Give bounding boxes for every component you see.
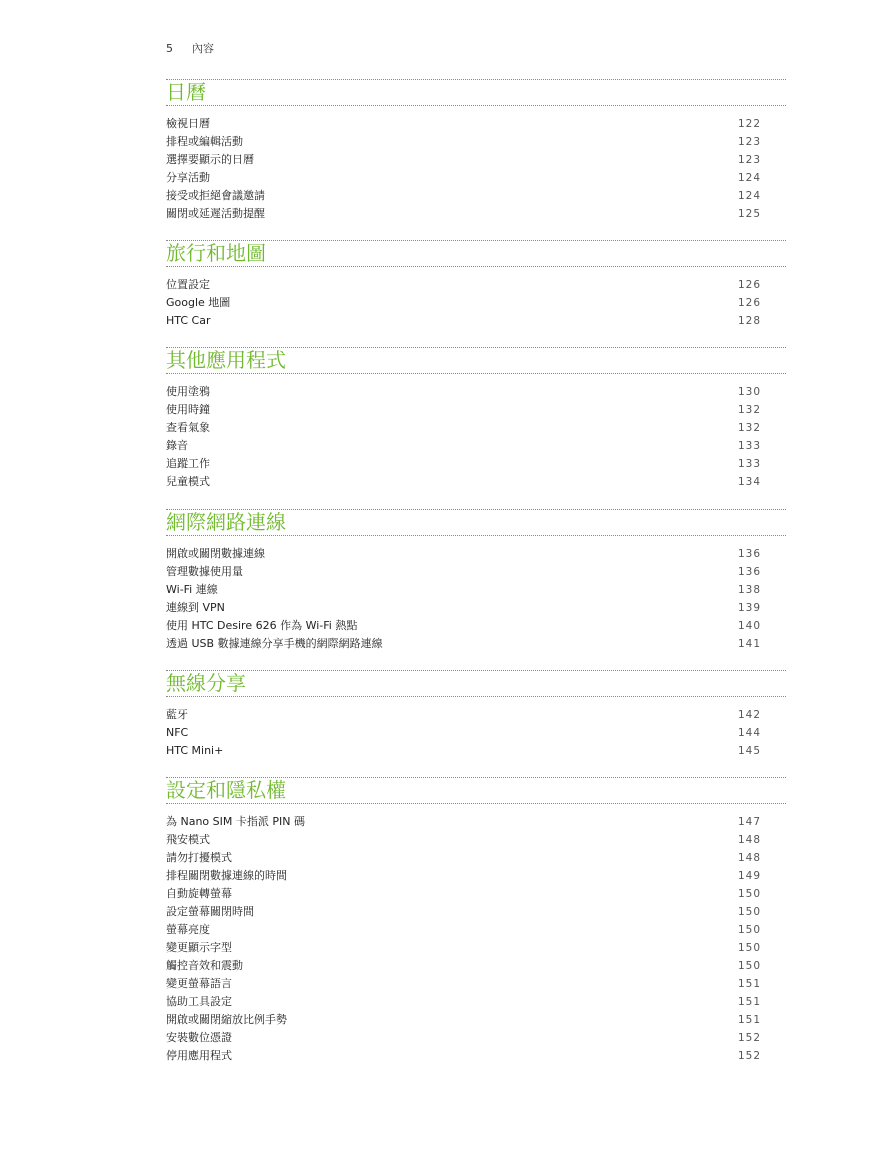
toc-entry[interactable] xyxy=(166,921,786,939)
toc-entry[interactable] xyxy=(166,419,786,437)
toc-entry-page: 138 xyxy=(737,584,761,596)
toc-entry-label: 停用應用程式 xyxy=(166,1049,232,1062)
toc-entry-page: 125 xyxy=(737,208,761,220)
section-heading[interactable]: 其他應用程式 xyxy=(166,347,786,374)
toc-entry-page: 139 xyxy=(737,602,761,614)
toc-entry[interactable] xyxy=(166,294,786,312)
toc-entry[interactable] xyxy=(166,1047,786,1065)
toc-entry-label: 追蹤工作 xyxy=(166,457,210,470)
toc-section xyxy=(166,670,786,760)
section-heading[interactable]: 旅行和地圖 xyxy=(166,240,786,267)
toc-entry-page: 150 xyxy=(737,942,761,954)
toc-entry-page: 133 xyxy=(737,458,761,470)
toc-entry[interactable] xyxy=(166,975,786,993)
toc-entry[interactable] xyxy=(166,401,786,419)
toc-entry[interactable] xyxy=(166,617,786,635)
toc-entry-label: HTC Mini+ xyxy=(166,744,224,757)
toc-entry-label: Wi-Fi 連線 xyxy=(166,583,218,596)
toc-entry-label: 自動旋轉螢幕 xyxy=(166,887,232,900)
toc-entry-label: 錄音 xyxy=(166,439,188,452)
toc-entry-label: 檢視日曆 xyxy=(166,117,210,130)
toc-entry-page: 150 xyxy=(737,960,761,972)
toc-entry-page: 144 xyxy=(737,727,761,739)
toc-entry-page: 151 xyxy=(737,996,761,1008)
toc-entry-label: 設定螢幕關閉時間 xyxy=(166,905,254,918)
toc-entry[interactable] xyxy=(166,563,786,581)
toc-entry-page: 124 xyxy=(737,172,761,184)
toc-entry-page: 122 xyxy=(737,118,761,130)
toc-entry-label: 連線到 VPN xyxy=(166,601,225,614)
toc-entry-page: 148 xyxy=(737,852,761,864)
toc-entry-page: 142 xyxy=(737,709,761,721)
section-heading[interactable]: 設定和隱私權 xyxy=(166,777,786,804)
toc-entry[interactable] xyxy=(166,742,786,760)
toc-entry-label: 選擇要顯示的日曆 xyxy=(166,153,254,166)
page-header xyxy=(166,40,214,56)
toc-entry[interactable] xyxy=(166,885,786,903)
toc-entry-page: 151 xyxy=(737,1014,761,1026)
toc-entry-label: 螢幕亮度 xyxy=(166,923,210,936)
toc-entry-label: 協助工具設定 xyxy=(166,995,232,1008)
toc-entry[interactable] xyxy=(166,724,786,742)
toc-entry-label: 管理數據使用量 xyxy=(166,565,243,578)
entry-list xyxy=(166,813,786,1065)
toc-entry-page: 130 xyxy=(737,386,761,398)
toc-entry[interactable] xyxy=(166,312,786,330)
toc-entry-label: 關閉或延遲活動提醒 xyxy=(166,207,265,220)
toc-entry-page: 128 xyxy=(737,315,761,327)
toc-entry[interactable] xyxy=(166,151,786,169)
toc-section xyxy=(166,509,786,653)
toc-entry-label: 分享活動 xyxy=(166,171,210,184)
toc-entry-label: HTC Car xyxy=(166,314,211,327)
toc-entry[interactable] xyxy=(166,1029,786,1047)
toc-entry-page: 133 xyxy=(737,440,761,452)
toc-entry-label: 兒童模式 xyxy=(166,475,210,488)
toc-entry-page: 126 xyxy=(737,279,761,291)
toc-entry[interactable] xyxy=(166,957,786,975)
toc-entry-page: 136 xyxy=(737,548,761,560)
toc-entry-label: 為 Nano SIM 卡指派 PIN 碼 xyxy=(166,815,305,828)
toc-entry-label: 變更螢幕語言 xyxy=(166,977,232,990)
toc-entry[interactable] xyxy=(166,545,786,563)
toc-entry-page: 132 xyxy=(737,422,761,434)
toc-section xyxy=(166,240,786,330)
toc-entry[interactable] xyxy=(166,205,786,223)
entry-list xyxy=(166,115,786,223)
toc-entry-page: 145 xyxy=(737,745,761,757)
toc-entry[interactable] xyxy=(166,993,786,1011)
toc-entry-label: 使用 HTC Desire 626 作為 Wi-Fi 熱點 xyxy=(166,619,358,632)
toc-entry-page: 124 xyxy=(737,190,761,202)
toc-entry-label: 飛安模式 xyxy=(166,833,210,846)
toc-entry-page: 148 xyxy=(737,834,761,846)
toc-section xyxy=(166,777,786,1065)
toc-entry-label: 藍牙 xyxy=(166,708,188,721)
toc-section xyxy=(166,347,786,491)
entry-list xyxy=(166,545,786,653)
toc-entry[interactable] xyxy=(166,903,786,921)
toc-entry-page: 132 xyxy=(737,404,761,416)
toc-entry-label: 排程或編輯活動 xyxy=(166,135,243,148)
toc-entry[interactable] xyxy=(166,437,786,455)
toc-entry[interactable] xyxy=(166,383,786,401)
entry-list xyxy=(166,383,786,491)
toc-entry[interactable] xyxy=(166,849,786,867)
toc-section xyxy=(166,79,786,223)
toc-entry-label: 透過 USB 數據連線分享手機的網際網路連線 xyxy=(166,637,383,650)
toc-entry-page: 150 xyxy=(737,924,761,936)
toc-entry-page: 149 xyxy=(737,870,761,882)
toc-entry-page: 126 xyxy=(737,297,761,309)
toc-entry[interactable] xyxy=(166,1011,786,1029)
toc-entry-label: 位置設定 xyxy=(166,278,210,291)
toc-entry[interactable] xyxy=(166,706,786,724)
toc-entry[interactable] xyxy=(166,581,786,599)
entry-list xyxy=(166,276,786,330)
toc-entry-label: 安裝數位憑證 xyxy=(166,1031,232,1044)
toc-entry[interactable] xyxy=(166,831,786,849)
toc-entry[interactable] xyxy=(166,455,786,473)
toc-entry-page: 123 xyxy=(737,136,761,148)
toc-entry[interactable] xyxy=(166,473,786,491)
toc-entry[interactable] xyxy=(166,115,786,133)
toc-entry-page: 140 xyxy=(737,620,761,632)
toc-entry-label: 變更顯示字型 xyxy=(166,941,232,954)
toc-entry-label: 請勿打擾模式 xyxy=(166,851,232,864)
toc-entry[interactable] xyxy=(166,276,786,294)
toc-entry-label: 查看氣象 xyxy=(166,421,210,434)
toc-entry[interactable] xyxy=(166,599,786,617)
toc-entry-page: 141 xyxy=(737,638,761,650)
toc-entry-label: NFC xyxy=(166,726,189,739)
toc-entry-page: 150 xyxy=(737,888,761,900)
section-heading[interactable]: 無線分享 xyxy=(166,670,786,697)
toc-entry[interactable] xyxy=(166,867,786,885)
toc-entry-page: 152 xyxy=(737,1032,761,1044)
section-heading[interactable]: 網際網路連線 xyxy=(166,509,786,536)
toc-entry-page: 151 xyxy=(737,978,761,990)
toc-entry-label: 使用塗鴉 xyxy=(166,385,210,398)
toc-entry-label: 開啟或關閉縮放比例手勢 xyxy=(166,1013,287,1026)
toc-entry-label: 開啟或關閉數據連線 xyxy=(166,547,265,560)
entry-list xyxy=(166,706,786,760)
toc-entry-page: 136 xyxy=(737,566,761,578)
toc-entry[interactable] xyxy=(166,187,786,205)
page-number: 5 xyxy=(166,42,173,55)
toc-entry-label: 排程關閉數據連線的時間 xyxy=(166,869,287,882)
toc-entry-page: 147 xyxy=(737,816,761,828)
toc-entry[interactable] xyxy=(166,939,786,957)
toc-entry[interactable] xyxy=(166,813,786,831)
toc-entry-page: 152 xyxy=(737,1050,761,1062)
toc-entry[interactable] xyxy=(166,133,786,151)
toc-entry-page: 150 xyxy=(737,906,761,918)
toc-entry[interactable] xyxy=(166,169,786,187)
page-header-title: 內容 xyxy=(192,42,214,55)
toc-entry-label: 使用時鐘 xyxy=(166,403,210,416)
toc-entry[interactable] xyxy=(166,635,786,653)
toc-entry-page: 123 xyxy=(737,154,761,166)
toc-entry-label: 觸控音效和震動 xyxy=(166,959,243,972)
toc-entry-label: 接受或拒絕會議邀請 xyxy=(166,189,265,202)
toc-entry-page: 134 xyxy=(737,476,761,488)
section-heading[interactable]: 日曆 xyxy=(166,79,786,106)
toc-entry-label: Google 地圖 xyxy=(166,296,231,309)
